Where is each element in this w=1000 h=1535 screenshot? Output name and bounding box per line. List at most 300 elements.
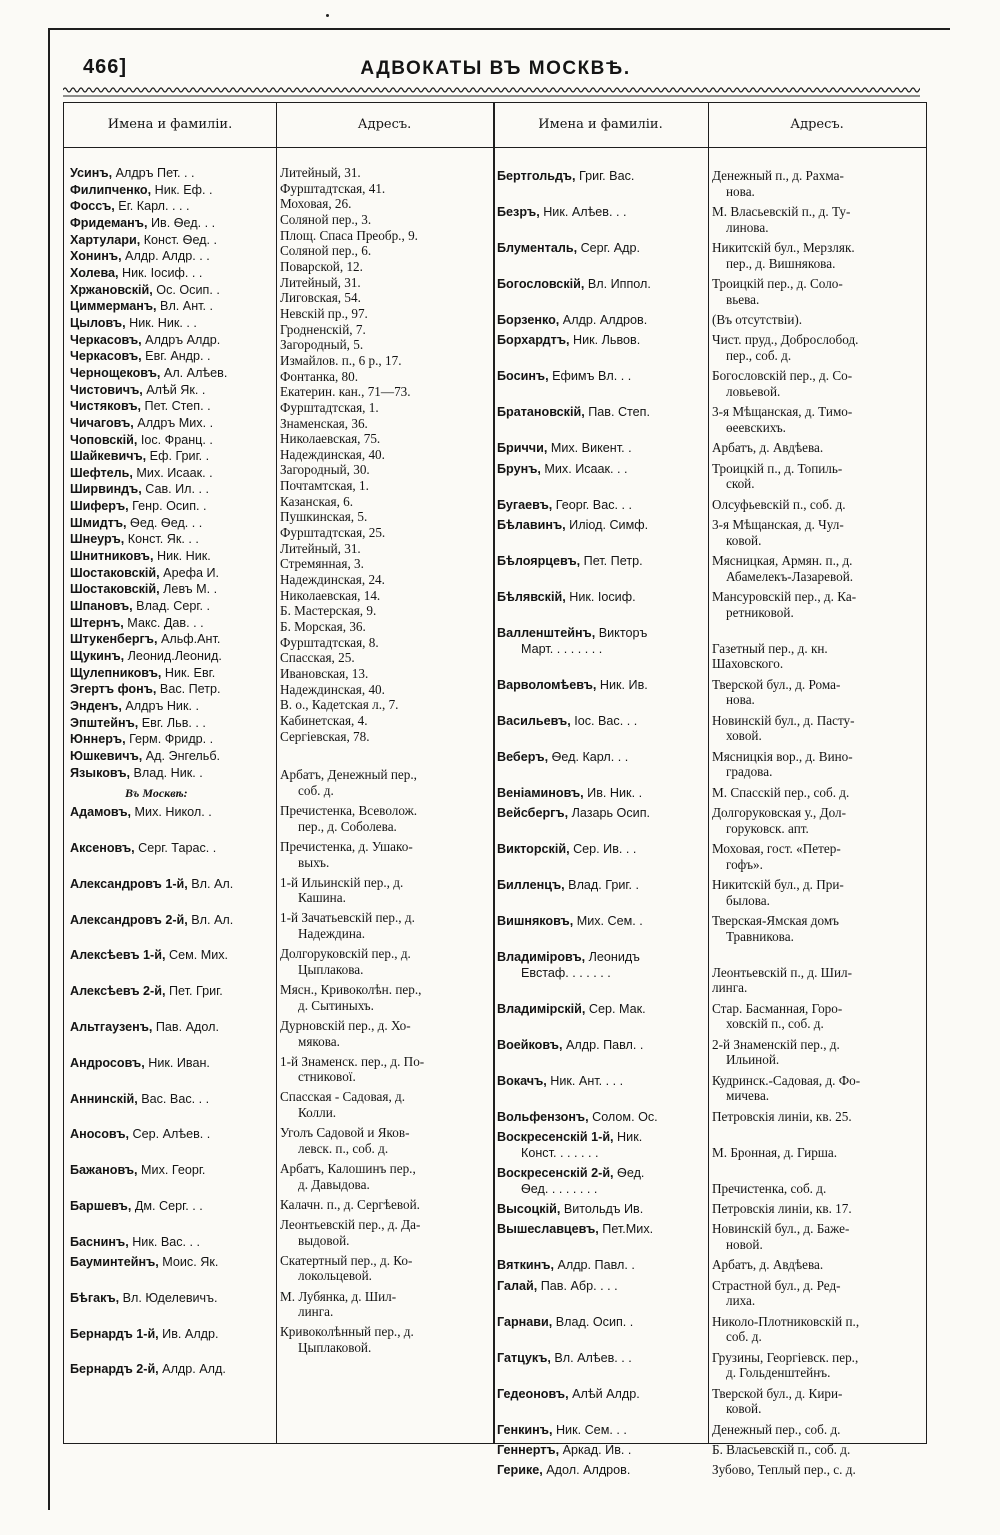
given-names: Ѳед. Ѳед. . . <box>126 515 203 530</box>
list-item <box>70 1126 275 1143</box>
address-line: ретниковой. <box>726 604 794 620</box>
address-line: М. Спасскій пер., соб. д. <box>712 784 850 800</box>
given-names: Ник. Ант. . . . <box>546 1073 624 1088</box>
given-names: Ник. Сем. . . <box>552 1422 627 1437</box>
names-heading-right: Имена и фамиліи. <box>538 117 663 132</box>
list-item <box>497 1037 707 1054</box>
address: Загородный, 5. <box>280 337 364 353</box>
given-names: Генр. Осип. . <box>128 499 207 514</box>
address: Соляной пер., 6. <box>280 243 372 259</box>
list-item <box>497 1001 707 1018</box>
given-names: Алдр. Алд. <box>158 1362 226 1377</box>
address-line: линга. <box>298 1304 334 1320</box>
given-names: Іос. Вас. . . <box>570 713 638 728</box>
given-names: Вас. Петр. <box>156 682 221 697</box>
list-item <box>70 731 275 748</box>
given-names: Сер. Ив. . . <box>569 842 637 857</box>
address-line: 3-я Мѣщанская, д. Тимо- <box>712 404 853 420</box>
given-names: Ад. Энгельб. <box>142 748 221 763</box>
surname: Бѣлавинъ, <box>497 518 566 533</box>
surname: Бѣгакъ, <box>70 1290 120 1305</box>
address-line: Пречистенка, соб. д. <box>712 1180 827 1196</box>
list-item <box>70 382 275 399</box>
surname: Борхардтъ, <box>497 333 570 348</box>
list-item <box>70 415 275 432</box>
address: Надеждинская, 24. <box>280 572 385 588</box>
address-line: новой. <box>726 1237 763 1252</box>
list-item <box>497 949 707 966</box>
list-item <box>70 615 275 632</box>
address-line: Никитскій бул., д. При- <box>712 877 844 893</box>
address-line: Троицкій пер., д. Соло- <box>712 276 843 291</box>
list-item <box>497 553 707 570</box>
given-names: Алдръ Алдр. <box>141 332 221 347</box>
given-names: Леонид.Леонид. <box>124 649 222 664</box>
surname: Братановскій, <box>497 405 585 420</box>
list-item <box>70 515 275 532</box>
list-item <box>70 332 275 349</box>
address-line: пер., д. Вишнякова. <box>726 255 836 271</box>
list-item <box>70 698 275 715</box>
surname: Аннинскій, <box>70 1091 138 1106</box>
address: Измайлов. п., 6 р., 17. <box>280 352 402 368</box>
list-item <box>70 298 275 315</box>
address: Николаевская, 75. <box>280 431 381 447</box>
address-line: горуковск. апт. <box>726 820 809 836</box>
surname: Гедеоновъ, <box>497 1386 569 1401</box>
section-heading: Въ Москвѣ: <box>125 786 188 801</box>
address-line: Мансуровскій пер., д. Ка- <box>712 589 857 605</box>
list-item <box>70 365 275 382</box>
given-names: Пет. Петр. <box>580 554 643 569</box>
list-item <box>70 315 275 332</box>
page-title: АДВОКАТЫ ВЪ МОСКВѢ. <box>360 58 631 79</box>
center-divider <box>493 103 495 1443</box>
address-line: 3-я Мѣщанская, д. Чул- <box>712 517 844 533</box>
given-names: Мих. Георг. <box>137 1163 206 1178</box>
address-line: Мясницкая, Армян. п., д. <box>712 553 853 569</box>
address-line: (Въ отсутствіи). <box>712 312 803 327</box>
given-names: Ив. Алдр. <box>158 1326 219 1341</box>
given-names: Сер. Алѣев. . <box>129 1127 211 1142</box>
address: Фурштадтская, 25. <box>280 525 386 541</box>
surname: Бриччи, <box>497 441 548 456</box>
given-names-continued: Евстаф. . . . . . . <box>521 965 611 980</box>
list-item <box>497 461 707 478</box>
address-line: Пречистенка, д. Ушако- <box>280 838 413 854</box>
address-heading-left: Адресъ. <box>357 117 412 132</box>
address: Пушкинская, 5. <box>280 509 368 525</box>
address-line: левск. п., соб. д. <box>298 1140 389 1156</box>
list-item <box>70 598 275 615</box>
surname: Альтгаузенъ, <box>70 1020 153 1035</box>
given-names: Евг. Льв. . . <box>138 715 206 730</box>
surname: Валленштейнъ, <box>497 626 596 641</box>
given-names: Пав. Адол. <box>152 1020 219 1035</box>
list-item <box>497 204 707 221</box>
given-names: Моис. Як. <box>158 1254 219 1269</box>
page-number: 466] <box>83 56 128 78</box>
surname: Вяткинъ, <box>497 1258 554 1273</box>
list-item <box>70 398 275 415</box>
list-item <box>70 565 275 582</box>
given-names: Альф.Ант. <box>157 632 221 647</box>
list-item <box>497 677 707 694</box>
given-names: Мих. Исаак. . . <box>540 461 628 476</box>
list-item <box>497 276 707 293</box>
list-item <box>70 983 275 1000</box>
surname: Бернардъ 2-й, <box>70 1362 159 1377</box>
address-line: Леонтьевскій пер., д. Да- <box>280 1216 421 1232</box>
given-names: Ник. Еф. . <box>151 182 213 197</box>
surname: Черкасовъ, <box>70 332 142 347</box>
surname: Шпановъ, <box>70 599 133 614</box>
list-item <box>497 1422 707 1439</box>
given-names: Вл. Иппол. <box>584 277 651 291</box>
address: Невскій пр., 97. <box>280 305 368 321</box>
surname: Холева, <box>70 265 119 280</box>
address-line: градова. <box>726 764 773 780</box>
surname: Шефтель, <box>70 465 133 480</box>
surname: Циммерманъ, <box>70 299 157 314</box>
given-names: Дм. Серг. . . <box>131 1199 203 1214</box>
list-item <box>70 198 275 215</box>
given-names: Мих. Сем. . <box>573 914 643 929</box>
address-line: линга. <box>712 980 748 996</box>
address-line: М. Лубянка, д. Шил- <box>280 1288 397 1304</box>
list-item <box>70 631 275 648</box>
given-names: Ник. Іосиф. <box>565 590 636 605</box>
list-item <box>70 1361 275 1378</box>
surname: Хржановскій, <box>70 282 153 297</box>
given-names: Вл. Ал. <box>187 876 234 891</box>
address: Соляной пер., 3. <box>280 211 372 227</box>
surname: Шмидтъ, <box>70 515 127 530</box>
surname: Герике, <box>497 1463 543 1478</box>
address-line: ковой. <box>726 532 762 548</box>
surname: Адамовъ, <box>70 805 132 820</box>
left-names-column <box>70 165 275 1394</box>
surname: Геннертъ, <box>497 1443 560 1458</box>
given-names: Ник. Львов. <box>569 333 641 348</box>
list-item <box>70 348 275 365</box>
list-item <box>497 1201 707 1218</box>
list-item <box>497 749 707 766</box>
left-address-column <box>280 165 492 1357</box>
given-names: Алдр. Алдров. <box>559 313 648 327</box>
surname: Энденъ, <box>70 699 122 713</box>
surname: Хонинъ, <box>70 249 122 264</box>
address-line: Кашина. <box>298 890 346 906</box>
given-names: Викторъ <box>595 626 648 641</box>
list-item <box>70 265 275 282</box>
address-line: Пречистенка, Всеволож. <box>280 803 417 819</box>
list-item <box>70 165 275 182</box>
list-item <box>70 182 275 199</box>
address: Моховая, 26. <box>280 196 352 212</box>
surname: Аксеновъ, <box>70 841 135 856</box>
list-item <box>497 625 707 642</box>
address-line: д. Сытиныхъ. <box>298 997 374 1013</box>
surname: Викторскій, <box>497 842 570 857</box>
surname: Щукинъ, <box>70 649 125 664</box>
surname: Юннеръ, <box>70 732 126 747</box>
address: Б. Мастерская, 9. <box>280 603 377 619</box>
given-names: Еф. Григ. . <box>146 449 210 464</box>
surname: Баршевъ, <box>70 1199 132 1214</box>
surname: Александровъ 1-й, <box>70 876 188 891</box>
address-line: Новинскій бул., д. Пасту- <box>712 712 855 728</box>
list-item <box>70 1019 275 1036</box>
given-names: Пет. Григ. <box>165 984 223 999</box>
surname: Шайкевичъ, <box>70 449 147 464</box>
list-item <box>497 1257 707 1274</box>
address: Б. Морская, 36. <box>280 619 366 635</box>
list-item <box>70 681 275 698</box>
list-item <box>70 1091 275 1108</box>
address-line: Арбатъ, д. Авдѣева. <box>712 440 824 456</box>
address: Литейный, 31. <box>280 165 361 180</box>
address: Надеждинская, 40. <box>280 446 385 462</box>
given-names: Герм. Фридр. . <box>125 732 214 747</box>
surname: Генкинъ, <box>497 1422 553 1437</box>
surname: Галай, <box>497 1278 538 1293</box>
list-item <box>497 440 707 457</box>
surname: Васильевъ, <box>497 713 571 728</box>
address-line: ловьевой. <box>726 384 781 399</box>
address-line: Спасская - Садовая, д. <box>280 1089 406 1105</box>
given-names: Пав. Абр. . . . <box>537 1278 618 1293</box>
address-line: Денежный п., д. Рахма- <box>712 168 844 183</box>
list-item <box>70 232 275 249</box>
address-line: 2-й Знаменскій пер., д. <box>712 1036 840 1052</box>
given-names: Макс. Дав. . . <box>123 615 204 630</box>
surname: Бажановъ, <box>70 1163 138 1178</box>
given-names: Серг. Адр. <box>577 241 640 255</box>
address-line: Троицкій п., д. Топиль- <box>712 460 843 476</box>
list-item <box>497 404 707 421</box>
given-names: Ник. Вас. . . <box>128 1234 201 1249</box>
list-item <box>497 1278 707 1295</box>
address-line: Долгоруковская у., Дол- <box>712 805 846 821</box>
given-names: Ив. Ѳед. . . <box>147 215 216 230</box>
surname: Чистовичъ, <box>70 382 143 397</box>
surname: Бугаевъ, <box>497 497 553 512</box>
address-line: М. Бронная, д. Гирша. <box>712 1144 838 1160</box>
given-names: Конст. Як. . . <box>124 532 199 547</box>
address-line: Грузины, Георгіевск. пер., <box>712 1349 859 1365</box>
given-names: Алдр. Павл. . <box>553 1258 635 1273</box>
address-line: локольцевой. <box>298 1268 372 1284</box>
address-line <box>712 1129 924 1145</box>
surname: Чистяковъ, <box>70 399 142 414</box>
given-names: Сем. Мих. <box>165 948 229 963</box>
surname: Воскресенскій 2-й, <box>497 1166 614 1180</box>
list-item <box>70 548 275 565</box>
surname: Блументаль, <box>497 241 578 255</box>
given-names: Алдръ Пет. . . <box>112 166 195 180</box>
address-line: Газетный пер., д. кн. <box>712 640 828 656</box>
given-names: Лазарь Осип. <box>568 806 651 821</box>
address-line: Николо-Плотниковскій п., <box>712 1313 860 1329</box>
given-names: Пет.Мих. <box>598 1222 654 1237</box>
given-names-continued: Ѳед. . . . . . . . <box>521 1181 598 1196</box>
list-item <box>497 1129 707 1146</box>
surname: Хартулари, <box>70 232 141 247</box>
list-item <box>70 912 275 929</box>
surname: Чернощековъ, <box>70 365 161 380</box>
surname: Шостаковскій, <box>70 582 160 597</box>
list-item <box>497 332 707 349</box>
surname: Билленцъ, <box>497 878 565 893</box>
surname: Ширвиндъ, <box>70 482 142 497</box>
list-item <box>70 947 275 964</box>
list-item <box>497 1386 707 1403</box>
list-item <box>497 913 707 930</box>
given-names: Пет. Степ. . <box>141 399 211 414</box>
address-line: Тверская-Ямская домъ <box>712 913 839 929</box>
given-names: Алѣй Алдр. <box>568 1386 640 1401</box>
list-item <box>497 877 707 894</box>
address: Николаевская, 14. <box>280 587 381 603</box>
given-names: Ег. Карл. . . . <box>114 199 190 214</box>
address-line: вьева. <box>726 291 760 307</box>
address-line: пер., д. Соболева. <box>298 818 397 834</box>
surname: Шостаковскій, <box>70 565 160 580</box>
list-item <box>497 713 707 730</box>
list-item <box>497 497 707 514</box>
given-names: Иліод. Симф. <box>565 518 649 533</box>
address-heading-right: Адресъ. <box>790 117 844 132</box>
address-line: Колли. <box>298 1105 337 1121</box>
given-names: Ник. Алѣев. . . <box>539 205 627 219</box>
address-line: ховой. <box>726 728 762 744</box>
given-names: Пав. Степ. <box>584 405 650 420</box>
list-item <box>70 215 275 232</box>
given-names: Евг. Андр. . <box>141 349 211 364</box>
address: В. о., Кадетская л., 7. <box>280 697 399 713</box>
surname: Шиферъ, <box>70 499 129 514</box>
surname: Штукенбергъ, <box>70 632 158 647</box>
given-names: Влад. Серг. . <box>132 599 210 614</box>
given-names: Мих. Исаак. . <box>132 465 213 480</box>
address-line: нова. <box>726 183 755 199</box>
surname: Бернардъ 1-й, <box>70 1326 159 1341</box>
address-line: Петровскія линіи, кв. 17. <box>712 1201 852 1216</box>
list-item <box>70 1234 275 1251</box>
given-names: Ал. Алѣев. <box>160 365 228 380</box>
surname: Фоссъ, <box>70 199 115 214</box>
address-line: Долгоруковскій пер., д. <box>280 946 411 962</box>
given-names: Алдръ Ник. . <box>121 699 199 713</box>
address: Казанская, 6. <box>280 493 354 509</box>
given-names: Ѳед. Карл. . . <box>548 749 629 764</box>
address-line: Тверской бул., д. Кири- <box>712 1385 843 1401</box>
address-line: Арбатъ, Денежный пер., <box>280 767 417 783</box>
list-item <box>497 1221 707 1238</box>
surname: Богословскій, <box>497 277 585 291</box>
list-item <box>70 465 275 482</box>
address-line: мякова. <box>298 1033 340 1049</box>
list-item <box>497 1314 707 1331</box>
surname: Борзенко, <box>497 313 560 327</box>
given-names: Ник. <box>613 1130 643 1144</box>
address-line: Цыплаковой. <box>298 1340 372 1356</box>
surname: Эгертъ фонъ, <box>70 682 157 697</box>
address-line <box>712 1165 924 1181</box>
address-line: Новинскій бул., д. Баже- <box>712 1221 850 1237</box>
given-names: Ефимъ Вл. . . <box>548 369 632 384</box>
address-line: лиха. <box>726 1293 756 1309</box>
given-names: Влад. Ник. . <box>130 765 203 780</box>
surname: Андросовъ, <box>70 1055 145 1070</box>
address-line: Леонтьевскій п., д. Шил- <box>712 964 853 980</box>
given-names: Ос. Осип. . <box>152 282 220 297</box>
surname: Щулепниковъ, <box>70 665 162 680</box>
list-item <box>497 1442 707 1459</box>
address-line: д. Давыдова. <box>298 1176 370 1192</box>
list-item <box>70 498 275 515</box>
address-line: Петровскія линіи, кв. 25. <box>712 1108 852 1124</box>
list-item <box>497 1073 707 1090</box>
address-line: Кудринск.-Садовая, д. Фо- <box>712 1072 861 1088</box>
address-line: Цыплакова. <box>298 961 364 977</box>
address-line: ковой. <box>726 1401 762 1417</box>
given-names: Алдръ Мих. . <box>133 415 214 430</box>
address-line: Шаховского. <box>712 656 784 672</box>
address-line: Чист. пруд., Доброслобод. <box>712 332 859 348</box>
list-item <box>70 1198 275 1215</box>
surname: Цыловъ, <box>70 315 126 330</box>
address: Спасская, 25. <box>280 650 355 666</box>
address: Фурштадтская, 1. <box>280 399 379 415</box>
list-item <box>497 168 707 185</box>
surname: Бауминтейнъ, <box>70 1254 159 1269</box>
surname: Варволомѣевъ, <box>497 677 597 692</box>
list-item <box>70 748 275 765</box>
address-line: соб. д. <box>298 782 334 798</box>
address-line: соб. д. <box>726 1329 762 1345</box>
list-item <box>70 1290 275 1307</box>
given-names: Іос. Франц. . <box>137 432 213 447</box>
address-line: линова. <box>726 219 769 235</box>
address-line <box>712 949 924 965</box>
list-item <box>497 240 707 257</box>
given-names-continued: Конст. . . . . . . <box>521 1145 599 1160</box>
surname: Чоповскій, <box>70 432 138 447</box>
surname: Черкасовъ, <box>70 349 142 364</box>
address-line: д. Гольденштейнъ. <box>726 1365 831 1381</box>
address-line: Скатертный пер., д. Ко- <box>280 1252 413 1268</box>
list-item <box>70 1326 275 1343</box>
address-line: Дурновскій пер., д. Хо- <box>280 1017 411 1033</box>
address-line: 1-й Ильинскій пер., д. <box>280 874 404 890</box>
address-line: 1-й Зачатьевскій пер., д. <box>280 910 415 926</box>
surname: Вольфензонъ, <box>497 1109 589 1124</box>
surname: Бѣлявскій, <box>497 590 566 605</box>
address-line: ѳеевскихъ. <box>726 420 786 435</box>
address-line: Арбатъ, Калошинъ пер., <box>280 1161 416 1177</box>
address-line: гофъ». <box>726 856 763 872</box>
surname: Владиміровъ, <box>497 950 586 965</box>
given-names: Серг. Тарас. . <box>134 841 217 856</box>
surname: Высоцкій, <box>497 1202 561 1216</box>
surname: Баснинъ, <box>70 1234 129 1249</box>
directory-table <box>63 102 927 1478</box>
given-names: Влад. Григ. . <box>564 878 639 893</box>
address-line: стникової. <box>298 1069 356 1085</box>
surname: Веберъ, <box>497 749 549 764</box>
